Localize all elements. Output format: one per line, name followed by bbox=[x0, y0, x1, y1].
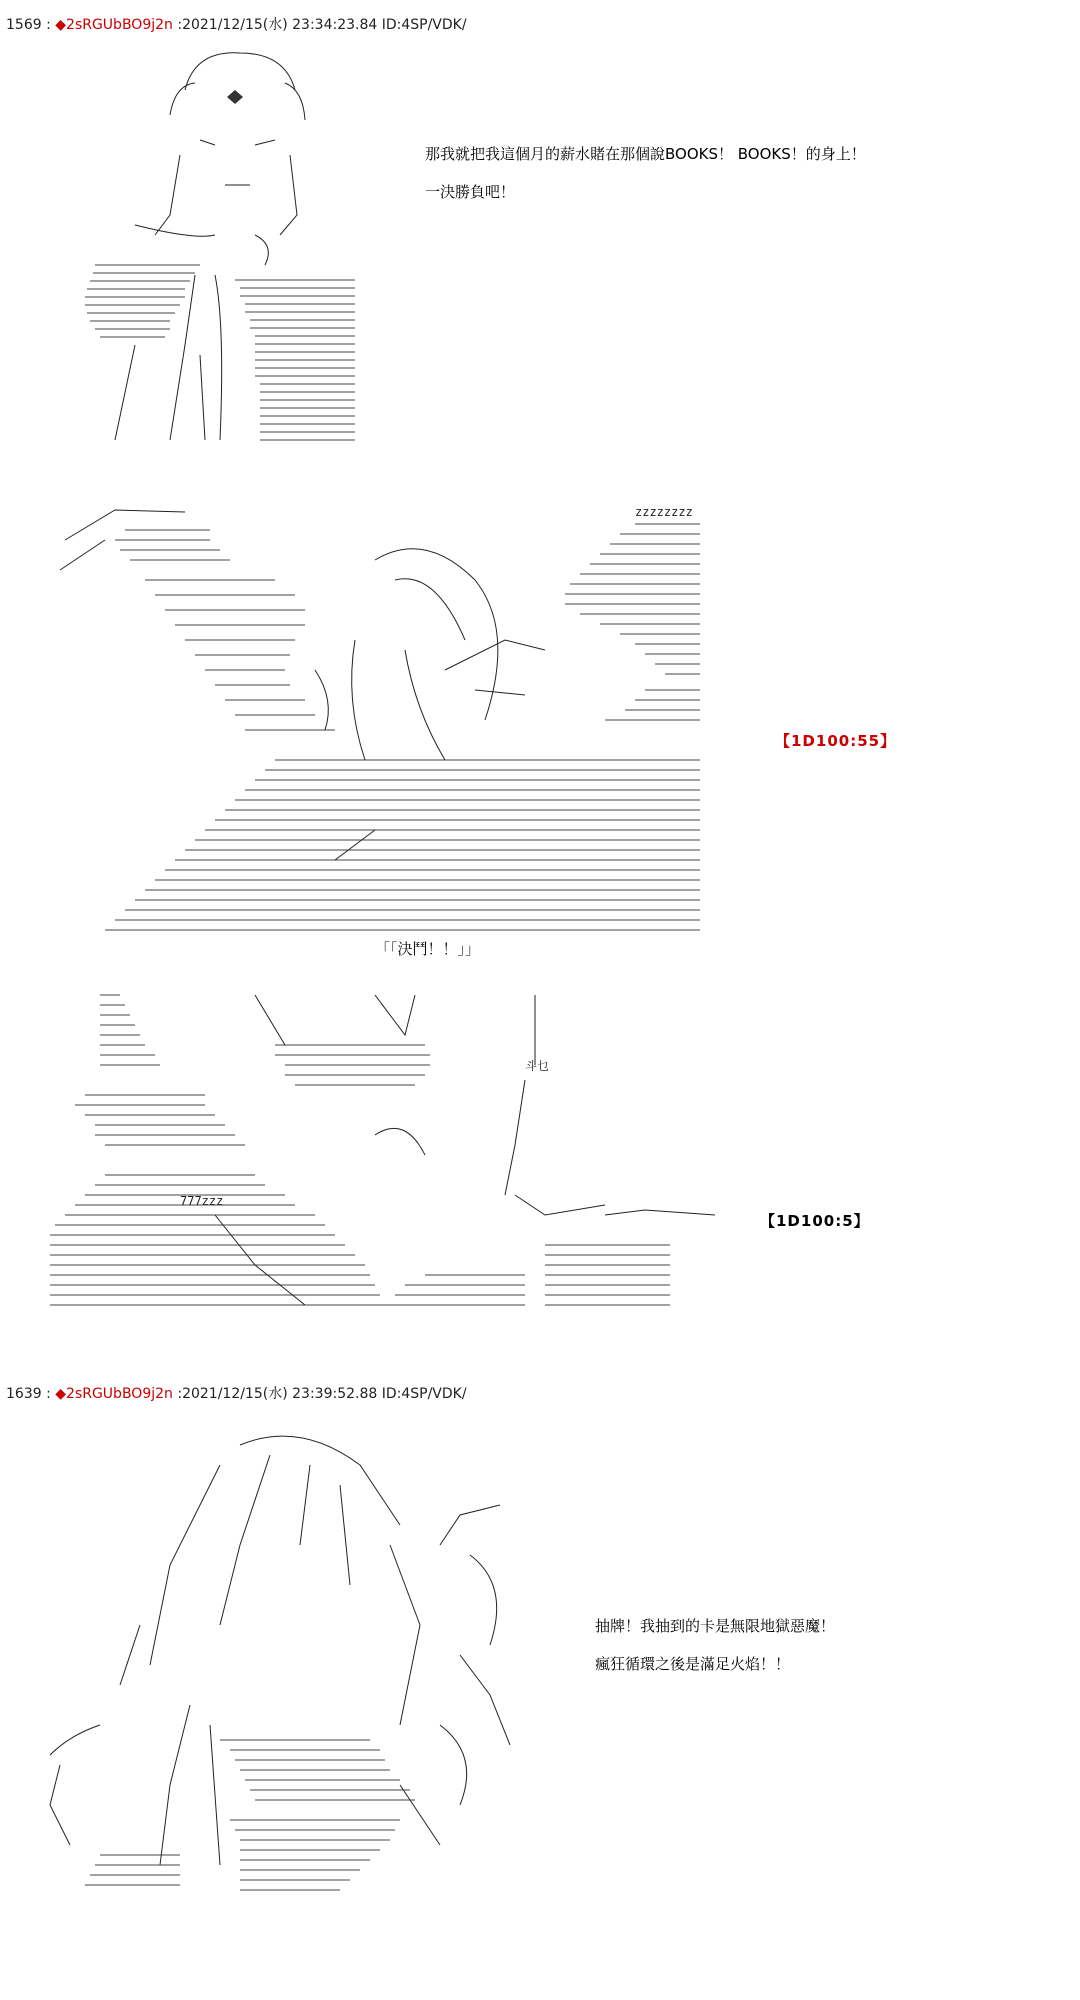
post-meta: :2021/12/15(水) 23:34:23.84 ID:4SP/VDK/ bbox=[172, 17, 467, 33]
dialog-line: 那我就把我這個月的薪水賭在那個說BOOKS！ BOOKS！的身上！ bbox=[425, 145, 866, 163]
dialog-post-1639 bbox=[595, 1607, 835, 1683]
post-separator: : bbox=[41, 17, 56, 33]
ascii-art-clash-scene bbox=[45, 985, 725, 1330]
dialog-post-1569 bbox=[425, 135, 866, 211]
poster-trip[interactable]: ◆2sRGUbBO9j2n bbox=[55, 1386, 173, 1402]
dice-roll-result: 【1D100:5】 bbox=[760, 1212, 870, 1230]
aa-torch-text: 斗乜 bbox=[525, 1059, 550, 1073]
post-separator: : bbox=[41, 1386, 56, 1402]
post-header-1639 bbox=[6, 1383, 467, 1403]
post-header-1569 bbox=[6, 14, 467, 34]
post-meta: :2021/12/15(水) 23:39:52.88 ID:4SP/VDK/ bbox=[172, 1386, 467, 1402]
dialog-line: 抽牌！我抽到的卡是無限地獄惡魔！ bbox=[595, 1617, 836, 1635]
poster-trip[interactable]: ◆2sRGUbBO9j2n bbox=[55, 17, 173, 33]
ascii-art-duel-scene bbox=[45, 500, 705, 940]
dialog-line: 瘋狂循環之後是滿足火焰！！ bbox=[595, 1655, 791, 1673]
post-number: 1569 bbox=[6, 17, 42, 33]
duel-shout: 「「決鬥！！」」 bbox=[375, 940, 481, 958]
dialog-line: 一決勝負吧！ bbox=[425, 183, 516, 201]
dice-roll-result: 【1D100:55】 bbox=[775, 732, 897, 750]
aa-sound-text: 777zzz bbox=[180, 1194, 224, 1208]
ascii-art-character-1 bbox=[75, 45, 365, 455]
aa-zzz-text: zzzzzzzz bbox=[635, 505, 693, 519]
post-number: 1639 bbox=[6, 1386, 42, 1402]
ascii-art-character-2 bbox=[40, 1425, 580, 1970]
